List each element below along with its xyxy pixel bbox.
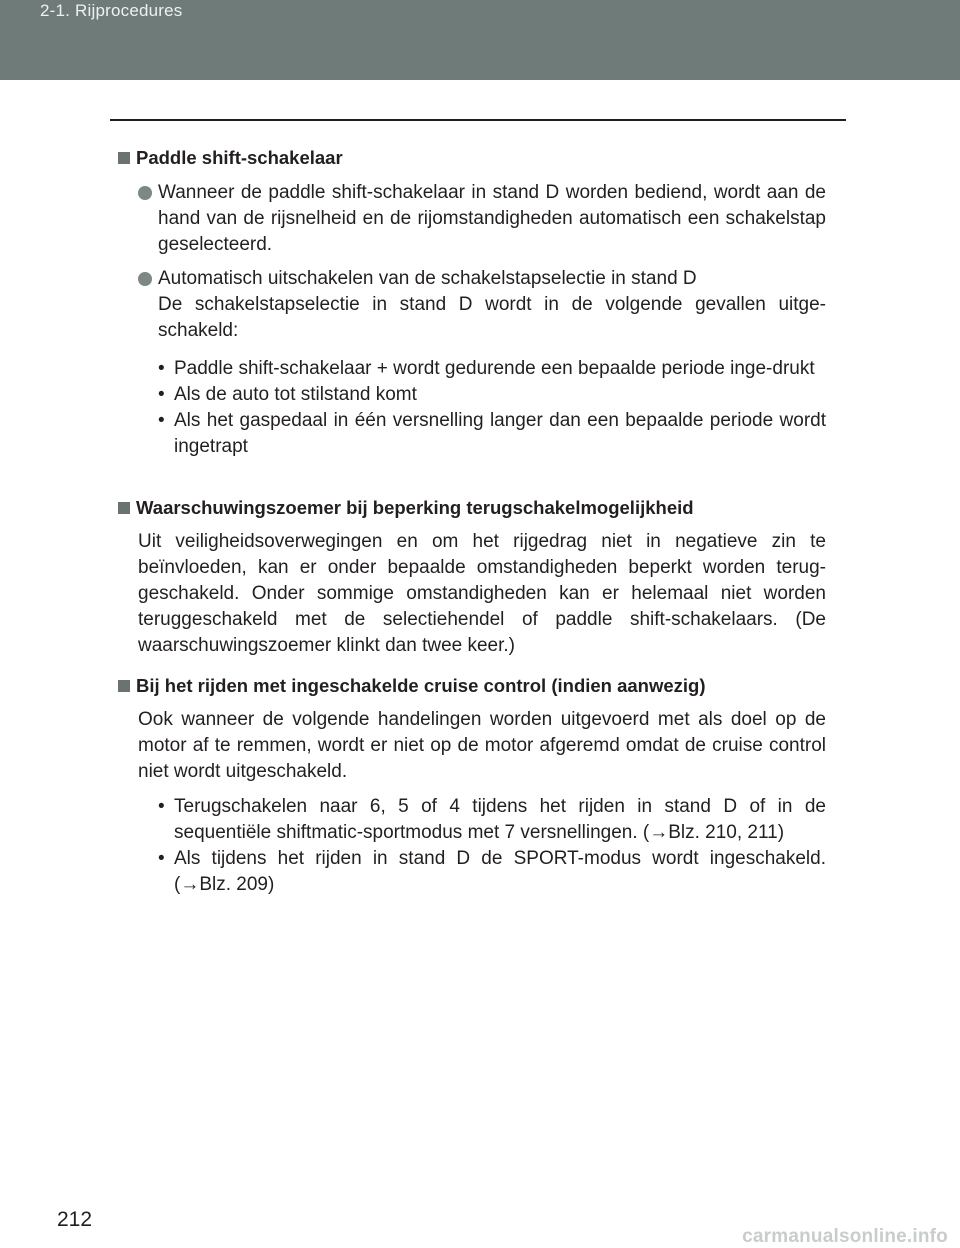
section-heading [118,673,706,699]
paragraph: Ook wanneer de volgende handelingen worden uitgevoerd met als doel op de motor af te remmen, wordt er niet op de motor afgeremd omdat de cruise control niet wordt uitgeschakeld. [138,709,826,782]
bullet-list [158,356,826,460]
bullet-mark: • [158,358,165,379]
list-item-text: Als de auto tot stilstand komt [174,384,417,405]
paragraph: Uit veiligheidsoverwegingen en om het rijgedrag niet in negatieve zin te beïnvloeden, kan er onder bepaalde omstandigheden beperkt worden terug-geschakeld. Onder sommige omstandigheden kan er helemaal niet worden teruggeschakeld met de selectiehendel of paddle shift-schakelaars. (De waarschuwingszoemer klinkt dan twee keer.) [138,531,826,656]
section-title: Bij het rijden met ingeschakelde cruise control (indien aanwezig) [136,675,706,696]
bullet-mark: • [158,796,165,817]
square-bullet-icon [118,152,130,164]
list-item [158,382,826,408]
list-item [158,794,826,846]
page-number: 212 [57,1208,93,1231]
bullet-mark: • [158,384,165,405]
list-item-text: Als tijdens het rijden in stand D de SPORT-modus wordt ingeschakeld. (→Blz. 209) [174,848,826,895]
paragraph: De schakelstapselectie in stand D wordt in de volgende gevallen uitge-schakeld: [158,294,826,341]
bullet-mark: • [158,848,165,869]
bullet-mark: • [158,410,165,431]
watermark: carmanualsonline.info [742,1226,948,1247]
list-item [158,846,826,898]
chapter-title: 2-1. Rijprocedures [40,1,183,20]
paragraph-subheading: Automatisch uitschakelen van de schakelstapselectie in stand D [158,268,697,289]
list-item-text: Als het gaspedaal in één versnelling langer dan een bepaalde periode wordt ingetrapt [174,410,826,457]
square-bullet-icon [118,502,130,514]
section-heading [118,495,694,521]
list-item [158,356,826,382]
top-rule [110,119,846,121]
circle-bullet-icon [138,272,152,286]
list-item-text: Terugschakelen naar 6, 5 of 4 tijdens het rijden in stand D of in de sequentiële shiftmatic-sportmodus met 7 versnellingen. (→Blz. 210, 211) [174,796,826,843]
section-title: Waarschuwingszoemer bij beperking terugschakelmogelijkheid [136,497,694,518]
section-heading [118,145,343,171]
square-bullet-icon [118,680,130,692]
section-title: Paddle shift-schakelaar [136,147,343,168]
list-item-text: Paddle shift-schakelaar + wordt gedurende een bepaalde periode inge-drukt [174,358,815,379]
bullet-list [158,794,826,898]
list-item [158,408,826,460]
paragraph: Wanneer de paddle shift-schakelaar in stand D worden bediend, wordt aan de hand van de rijsnelheid en de rijomstandigheden automatisch een schakelstap geselecteerd. [158,182,826,255]
circle-bullet-icon [138,186,152,200]
